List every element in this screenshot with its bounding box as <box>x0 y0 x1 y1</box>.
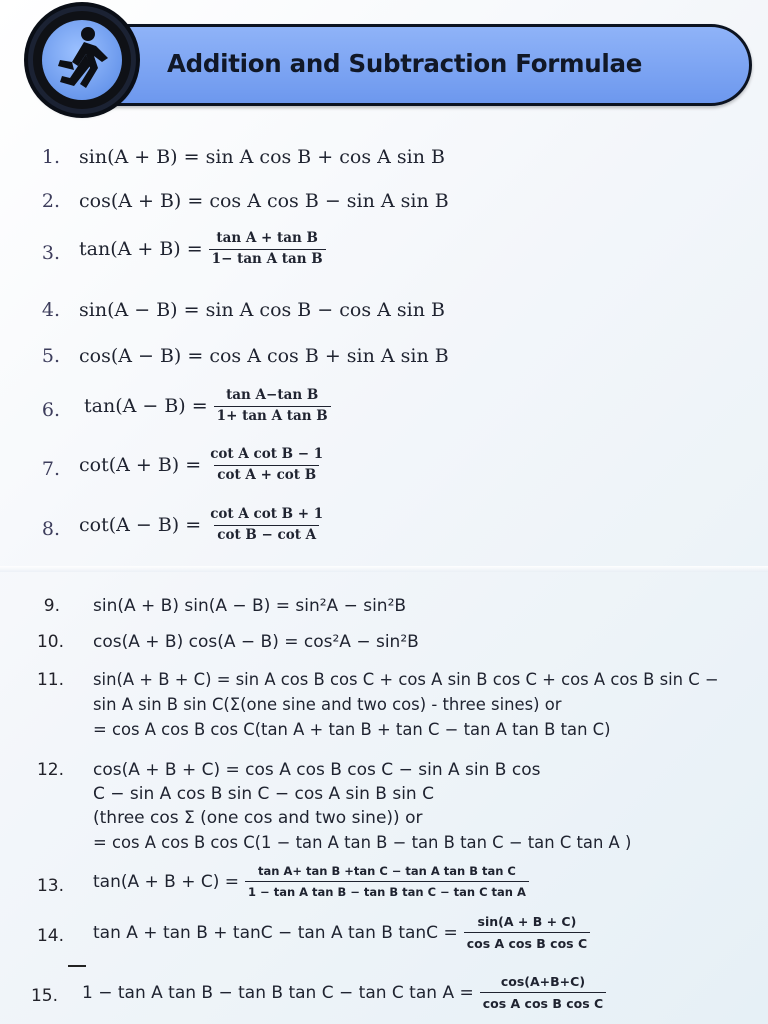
denominator: cot B − cot A <box>214 525 319 543</box>
formula-lhs: 1 − tan A tan B − tan B tan C − tan C tan A = <box>82 982 474 1003</box>
formula-11-line-3: = cos A cos B cos C(tan A + tan B + tan C − tan A tan B tan C) <box>93 720 611 739</box>
formula-11-line-2: sin A sin B sin C(Σ(one sine and two cos) - three sines) or <box>93 695 562 714</box>
denominator: 1 − tan A tan B − tan B tan C − tan C tan A <box>245 881 529 899</box>
formula-12-line-2: C − sin A cos B sin C − cos A sin B sin C <box>93 784 434 804</box>
fraction <box>464 914 590 951</box>
formula-expression <box>79 508 326 542</box>
fraction <box>245 864 529 899</box>
formula-lhs: tan(A + B) = <box>79 237 203 260</box>
running-man-icon <box>42 20 122 100</box>
formula-number: 14. <box>36 926 64 946</box>
title-banner <box>86 24 752 106</box>
formula-number: 13. <box>36 876 64 896</box>
numerator: sin(A + B + C) <box>477 914 577 929</box>
formula-text: sin(A + B) = sin A cos B + cos A sin B <box>79 145 445 168</box>
fraction <box>207 508 326 542</box>
numerator: cot A cot B − 1 <box>210 446 324 462</box>
formula-lhs: cot(A − B) = <box>79 513 202 536</box>
formula-expression <box>84 389 331 423</box>
fraction <box>209 232 326 266</box>
formula-number: 4. <box>41 298 60 321</box>
formula-expression <box>79 448 326 482</box>
formula-12-line-4: = cos A cos B cos C(1 − tan A tan B − tan B tan C − tan C tan A ) <box>93 833 632 852</box>
formula-text: cos(A − B) = cos A cos B + sin A sin B <box>79 344 449 367</box>
numerator: cos(A+B+C) <box>500 974 586 989</box>
denominator: cot A + cot B <box>214 465 319 483</box>
numerator: tan A + tan B <box>216 230 318 246</box>
numerator: cot A cot B + 1 <box>210 506 324 522</box>
formula-expression <box>79 232 326 266</box>
formula-number: 15. <box>30 986 58 1006</box>
logo <box>28 6 136 114</box>
formula-number: 10. <box>36 632 64 652</box>
header <box>28 6 756 110</box>
formula-12-line-3: (three cos Σ (one cos and two sine)) or <box>93 808 423 828</box>
formula-9-text: sin(A + B) sin(A − B) = sin²A − sin²B <box>93 596 407 616</box>
formula-number: 9. <box>43 596 60 616</box>
formula-15-expression <box>82 974 606 1011</box>
formula-number: 8. <box>41 518 60 540</box>
decorative-dash <box>68 965 86 967</box>
formula-text: cos(A + B) = cos A cos B − sin A sin B <box>79 189 449 212</box>
formula-number: 2. <box>41 189 60 212</box>
fraction <box>207 448 326 482</box>
denominator: cos A cos B cos C <box>480 992 606 1011</box>
formula-number: 6. <box>41 399 60 421</box>
numerator: tan A+ tan B +tan C − tan A tan B tan C <box>258 864 516 878</box>
numerator: tan A−tan B <box>226 387 319 403</box>
formula-lhs: tan(A + B + C) = <box>93 871 240 892</box>
formula-number: 3. <box>41 242 60 264</box>
denominator: 1− tan A tan B <box>209 249 326 267</box>
formula-lhs: tan A + tan B + tanC − tan A tan B tanC = <box>93 922 458 943</box>
page-title: Addition and Subtraction Formulae <box>167 49 643 78</box>
formula-12-line-1: cos(A + B + C) = cos A cos B cos C − sin A sin B cos <box>93 760 541 780</box>
formula-text: sin(A − B) = sin A cos B − cos A sin B <box>79 298 445 321</box>
formula-number: 12. <box>36 760 64 780</box>
denominator: 1+ tan A tan B <box>214 406 331 424</box>
denominator: cos A cos B cos C <box>464 932 590 951</box>
formula-number: 5. <box>41 344 60 367</box>
formula-number: 1. <box>41 145 60 168</box>
formula-lhs: tan(A − B) = <box>84 394 208 417</box>
formula-number: 7. <box>41 458 60 480</box>
fraction <box>480 974 606 1011</box>
section-divider <box>0 566 768 572</box>
formula-14-expression <box>93 914 590 951</box>
formula-number: 11. <box>36 670 64 690</box>
formula-lhs: cot(A + B) = <box>79 453 202 476</box>
formula-10-text: cos(A + B) cos(A − B) = cos²A − sin²B <box>93 632 419 652</box>
fraction <box>214 389 331 423</box>
formula-13-expression <box>93 864 529 899</box>
formula-11-line-1: sin(A + B + C) = sin A cos B cos C + cos A sin B cos C + cos A cos B sin C − <box>93 670 719 689</box>
